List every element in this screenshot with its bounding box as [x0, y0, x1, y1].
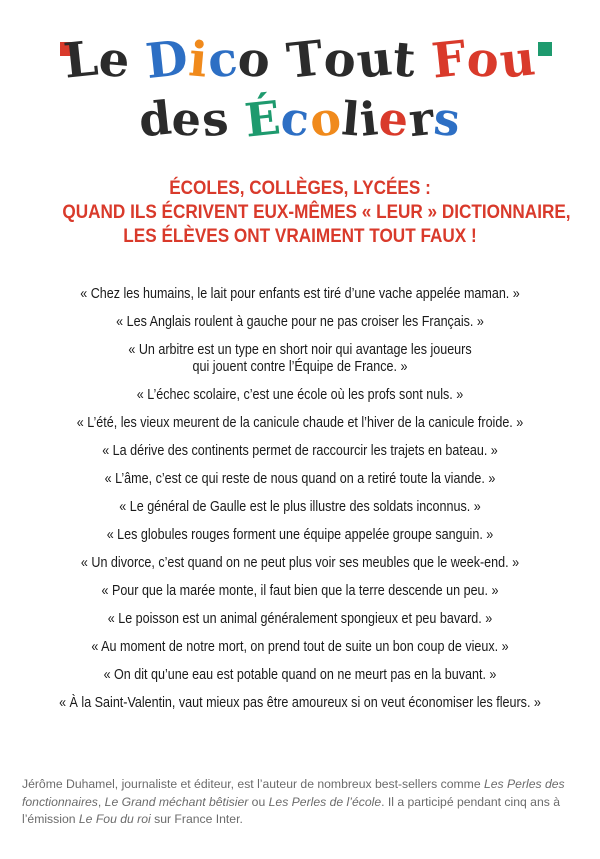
author-bio: Jérôme Duhamel, journaliste et éditeur, est l’auteur de nombreux best-sellers comme Les Perles des fonctionnaires, Le Grand méchant bêtisier ou Les Perles de l’école. Il a participé pendant cinq ans à l’émission Le Fou du roi sur France Inter.: [22, 777, 565, 826]
quote-item: « Un arbitre est un type en short noir qui avantage les joueurs qui jouent contre l’Équipe de France. »: [128, 342, 472, 375]
logo-word: [143, 29, 274, 91]
logo-letter: T: [284, 30, 327, 90]
logo-letter: e: [169, 90, 205, 148]
logo-letter: s: [432, 90, 464, 148]
quote-item: « Chez les humains, le lait pour enfants est tiré d’une vache appelée maman. »: [80, 286, 520, 302]
logo-letter: d: [136, 90, 175, 148]
quote-item: « Le poisson est un animal généralement spongieux et peu bavard. »: [107, 611, 493, 627]
logo-word: [284, 30, 419, 90]
logo-letter: i: [357, 91, 382, 147]
quotes-list: [0, 286, 600, 723]
logo-letter: c: [278, 90, 313, 148]
logo-letter: É: [242, 90, 284, 148]
headline-line-2: QUAND ILS ÉCRIVENT EUX-MÊMES « LEUR » DICTIONNAIRE,: [62, 201, 571, 223]
logo-letter: l: [339, 91, 363, 147]
quote-item: « Le général de Gaulle est le plus illustre des soldats inconnus. »: [119, 499, 481, 515]
quote-item: « Pour que la marée monte, il faut bien que la terre descende un peu. »: [101, 583, 499, 599]
logo-letter: i: [186, 31, 211, 89]
logo-line-2: [0, 90, 600, 148]
logo-letter: o: [464, 30, 503, 90]
quote-item: « Au moment de notre mort, on prend tout de suite un bon coup de vieux. »: [91, 639, 509, 655]
logo-letter: u: [354, 30, 396, 90]
logo-letter: s: [199, 90, 232, 148]
logo-letter: L: [61, 30, 102, 90]
headline-line-1: ÉCOLES, COLLÈGES, LYCÉES :: [169, 177, 431, 199]
logo-letter: e: [376, 90, 412, 148]
quote-item: « À la Saint-Valentin, vaut mieux pas être amoureux si on veut économiser les fleurs. »: [59, 695, 541, 711]
logo-letter: r: [406, 90, 438, 148]
headline-line-3: LES ÉLÈVES ONT VRAIMENT TOUT FAUX !: [123, 225, 477, 247]
logo-line-1: [0, 29, 600, 91]
logo-letter: u: [497, 30, 539, 90]
logo-letter: F: [429, 30, 471, 90]
logo-letter: D: [143, 29, 192, 91]
logo-letter: o: [235, 30, 274, 90]
quote-item: « Un divorce, c’est quand on ne peut plus voir ses meubles que le week-end. »: [80, 555, 520, 571]
logo-word: [242, 90, 464, 148]
headline: [62, 176, 571, 248]
logo-letter: t: [390, 31, 419, 89]
quote-item: « L’été, les vieux meurent de la canicule chaude et l’hiver de la canicule froide. »: [76, 415, 524, 431]
quote-item: « Les globules rouges forment une équipe appelée groupe sanguin. »: [106, 527, 494, 543]
logo-word: [136, 90, 232, 148]
logo-word: [429, 30, 539, 90]
logo-letter: o: [307, 90, 345, 148]
quote-item: « Les Anglais roulent à gauche pour ne pas croiser les Français. »: [116, 314, 484, 330]
logo-word: [61, 30, 133, 90]
quote-item: « L’âme, c’est ce qui reste de nous quand on a retiré toute la viande. »: [104, 471, 496, 487]
logo-letter: o: [321, 30, 360, 90]
logo-letter: c: [205, 30, 242, 90]
quote-item: « La dérive des continents permet de raccourcir les trajets en bateau. »: [102, 443, 498, 459]
quote-item: « L’échec scolaire, c’est une école où les profs sont nuls. »: [136, 387, 464, 403]
quote-item: « On dit qu’une eau est potable quand on ne meurt pas en la buvant. »: [103, 667, 497, 683]
logo-letter: e: [96, 30, 133, 90]
